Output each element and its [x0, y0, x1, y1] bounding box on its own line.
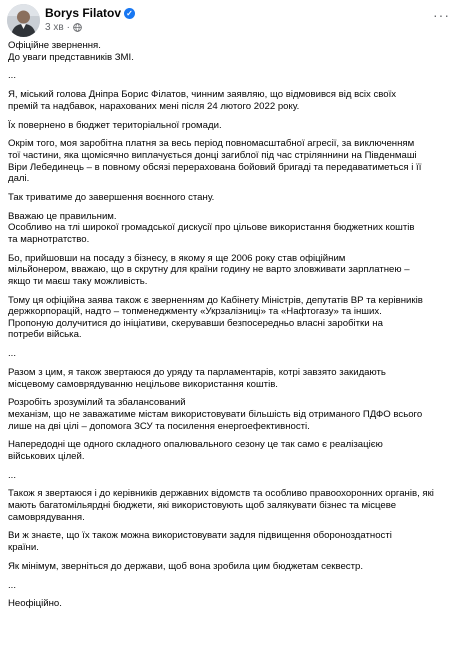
more-options-icon[interactable]: ···	[433, 7, 450, 23]
post-header	[0, 0, 458, 38]
post-text-line: Їх повернено в бюджет територіальної громади.	[8, 119, 222, 131]
post-text-line: премій та надбавок, нарахованих мені після 24 лютого 2022 року.	[8, 100, 300, 112]
post-timestamp[interactable]: 3 хв	[45, 22, 64, 33]
post-text-line: Напередодні ще одного складного опалювального сезону це так само є реалізацією	[8, 439, 383, 451]
post-text-line: мають багатомільярдні бюджети, які використовують щоб залякувати бізнес та місцеве	[8, 500, 397, 512]
post-text-line: ...	[8, 348, 16, 360]
verified-badge-icon: ✓	[124, 8, 135, 19]
post-text-line: Вважаю це правильним.	[8, 210, 117, 222]
post-text-line: Розробіть зрозумілий та збалансований	[8, 397, 186, 409]
avatar-photo	[7, 4, 40, 37]
post-text-line: Офіційне звернення.	[8, 40, 101, 51]
post-paragraph	[8, 530, 448, 553]
post-text-line: лише на дві цілі – допомога ЗСУ та посилення енергоефективності.	[8, 420, 310, 432]
post-text-line: місцевому самоврядуванню нецільове використання коштів.	[8, 378, 278, 390]
post-text-line: далі.	[8, 173, 30, 185]
meta-separator: ·	[66, 22, 70, 33]
post-text-line: Окрім того, моя заробітна платня за весь період повномасштабної агресії, за виключенням	[8, 138, 415, 150]
post-text-line: До уваги представників ЗМІ.	[8, 51, 134, 63]
post-paragraph	[8, 295, 448, 341]
post-text-line: ...	[8, 469, 16, 481]
post-meta	[45, 22, 82, 33]
post-text-line: військових цілей.	[8, 450, 85, 462]
post-text-line: Бо, прийшовши на посаду з бізнесу, в якому я ще 2006 року став офіційним	[8, 252, 346, 264]
post-paragraph	[8, 367, 448, 390]
post-text-line: потреби війська.	[8, 329, 82, 341]
post-paragraph	[8, 561, 448, 573]
post-text-line: самоврядування.	[8, 511, 85, 523]
post-paragraph	[8, 192, 448, 204]
post-paragraph	[8, 253, 448, 288]
post-paragraph	[8, 397, 448, 432]
post-text-line: Пропоную долучитися до ініціативи, скерувавши безпосередньо власні заробітки на	[8, 317, 383, 329]
post-text-line: якщо ти маєш таку можливість.	[8, 275, 148, 287]
post-text-line: мільйонером, вважаю, що в скрутну для країни годину не варто зловживати зарплатнею –	[8, 264, 410, 276]
post-text-line: Я, міський голова Дніпра Борис Філатов, чинним заявляю, що відмовився від всіх своїх	[8, 89, 397, 101]
post-text-line: та марнотратство.	[8, 233, 90, 245]
post-text-line: механізм, що не заважатиме містам використовувати більшість від отриманого ПДФО всього	[8, 408, 423, 420]
post-paragraph	[8, 488, 448, 523]
post-text-line: Так триватиме до завершення воєнного стану.	[8, 191, 215, 203]
post-text-line: ...	[8, 70, 16, 82]
post-text-line: Як мінімум, зверніться до держави, щоб вона зробила цим бюджетам секвестр.	[8, 560, 363, 572]
post-text-line: тої частини, яка щомісячно виплачується донці загиблої під час стріляннини на Південмаші	[8, 149, 417, 161]
post-paragraph	[8, 138, 448, 184]
post-paragraph	[8, 211, 448, 246]
post-text-line: Ви ж знаєте, що їх також можна використовувати задля підвищення обороноздатності	[8, 530, 392, 542]
post-text-line: країни.	[8, 542, 39, 553]
post-text-line: Особливо на тлі широкої громадської дискусії про цільове використання бюджетних коштів	[8, 222, 415, 234]
post-text-line: Віри Лебединець – в повному обсязі перерахована бойовий бригаді та передаватиметься і її	[8, 161, 422, 173]
post-text-line: Разом з цим, я також звертаюся до уряду та парламентарів, котрі завзято закидають	[8, 366, 386, 378]
post-paragraph	[8, 348, 448, 360]
post-paragraph	[8, 470, 448, 482]
post-paragraph	[8, 40, 448, 63]
post-text-line: держкорпорацій, надто – топменеджменту «Укрзалізниці» та «Нафтогазу» та інших.	[8, 306, 382, 318]
post-paragraph	[8, 580, 448, 592]
post-body	[8, 40, 448, 617]
post-paragraph	[8, 70, 448, 82]
author-avatar[interactable]	[7, 4, 40, 37]
post-text-line: Неофіційно.	[8, 598, 62, 610]
post-paragraph	[8, 89, 448, 112]
author-name[interactable]: Borys Filatov	[45, 6, 122, 20]
post-text-line: Також я звертаюся і до керівників державних відомств та особливо правоохоронних органів, які	[8, 488, 434, 500]
post-paragraph	[8, 439, 448, 462]
post-paragraph	[8, 598, 448, 610]
post-text-line: ...	[8, 579, 16, 591]
globe-icon[interactable]	[73, 23, 82, 32]
post-paragraph	[8, 120, 448, 132]
post-text-line: Тому ця офіційна заява також є зверненням до Кабінету Міністрів, депутатів ВР та керівників	[8, 294, 423, 306]
author-name-row	[45, 6, 135, 20]
